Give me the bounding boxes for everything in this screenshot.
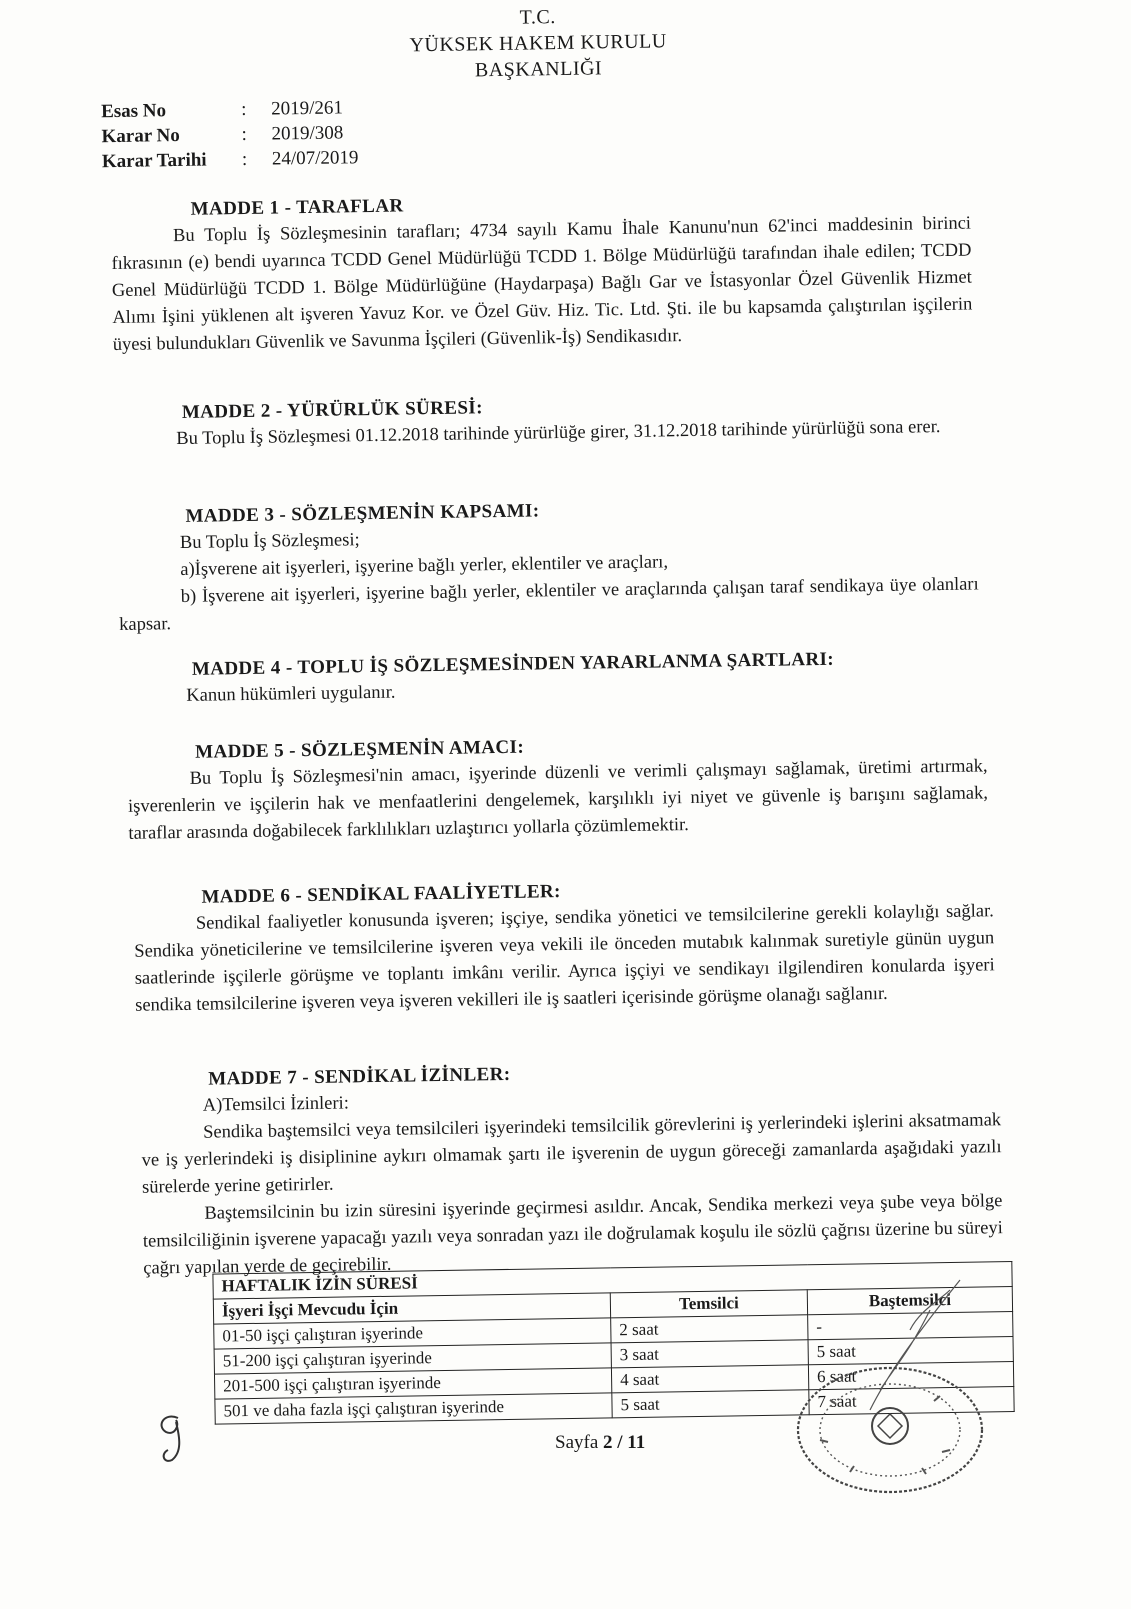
article-3-title: MADDE 3 - SÖZLEŞMENİN KAPSAMI: — [185, 500, 540, 527]
header-workforce: İşyeri İşçi Mevcudu İçin — [213, 1293, 610, 1324]
meta-value: 24/07/2019 — [271, 147, 359, 170]
cell-representative: 2 saat — [611, 1315, 808, 1343]
page-prefix: Sayfa — [555, 1432, 599, 1453]
article-7-paragraph-2: Baştemsilcinin bu izin süresini işyerinde geçirmesi asıldır. Ancak, Sendika merkezi veya şube veya bölge temsilciliğinin işverene yapacağı yazılı veya sonradan yazı ile doğrulamak koşulu ile sözlü çağrısı üzerine bu süreyi çağrı yapılan yerde de geçirebilir. — [142, 1191, 1003, 1279]
case-meta — [101, 95, 359, 174]
meta-colon: : — [240, 98, 247, 121]
article-3-item-a: a)İşverene ait işyerleri, işyerine bağlı yerler, eklentiler ve araçları, — [180, 552, 669, 581]
article-5 — [127, 726, 989, 847]
cell-chief-representative: 7 saat — [809, 1387, 1014, 1415]
institution-header — [368, 2, 709, 85]
article-2 — [114, 387, 975, 455]
article-4-text: Kanun hükümleri uygulanır. — [186, 682, 396, 706]
cell-workforce: 201-500 işçi çalıştıran işyerinde — [214, 1368, 611, 1399]
article-4 — [124, 643, 985, 711]
official-stamp-icon — [790, 1360, 990, 1500]
article-7 — [140, 1053, 1003, 1282]
table-title: HAFTALIK İZİN SÜRESİ — [213, 1262, 1012, 1300]
article-7-title: MADDE 7 - SENDİKAL İZİNLER: — [208, 1063, 511, 1090]
page-number: 2 / 11 — [603, 1432, 646, 1453]
page-footer — [555, 1432, 645, 1454]
header-line-institution: YÜKSEK HAKEM KURULU — [409, 30, 667, 57]
article-5-text: Bu Toplu İş Sözleşmesi'nin amacı, işyerinde düzenli ve verimli çalışmayı sağlamak, üretimi artırmak, işverenlerin ve işçilerin hak ve menfaatlerini dengelemek, karşılıklı iyi niyet ve güvenle iş barışını sağlamak, taraflar arasında doğabilecek farklılıkları uzlaştırıcı yollarla çözümlemektir. — [127, 756, 989, 844]
meta-label: Karar Tarihi — [101, 149, 207, 173]
article-6-text: Sendikal faaliyetler konusunda işveren; işçiye, sendika yönetici ve temsilcilerine gerekli kolaylığı sağlar. Sendika yöneticilerine ve temsilcilerine işveren veya vekili ile önceden mutabık kalınmak suretiyle günün uygun saatlerinde işçilerle görüşme ve toplantı imkânı verilir. Ayrıca işçiyi ve sendikayı ilgilendiren konularda işyeri sendika temsilcilerine işveren veya işveren vekilleri ile iş saatleri içerisinde görüşme olanağı sağlanır. — [134, 901, 995, 1016]
handwritten-initial-icon — [150, 1408, 200, 1468]
cell-workforce: 501 ve daha fazla işçi çalıştıran işyerinde — [215, 1393, 612, 1424]
header-representative: Temsilci — [610, 1290, 807, 1318]
cell-representative: 5 saat — [612, 1390, 809, 1418]
header-chief-representative: Baştemsilci — [807, 1287, 1012, 1315]
header-line-presidency: BAŞKANLIĞI — [474, 57, 603, 82]
meta-label: Karar No — [101, 124, 180, 148]
cell-representative: 3 saat — [611, 1340, 808, 1368]
article-7-paragraph-1: Sendika baştemsilci veya temsilcileri işyerindeki temsilcilik görevlerini iş yerlerindeki işlerini aksatmamak ve iş yerlerindeki iş disiplinine aykırı olmamak şartı ile işverenin de uygun göreceği zamanlarda aşağıdaki yazılı sürelerde yerine getirirler. — [141, 1110, 1002, 1198]
article-3 — [117, 490, 979, 638]
cell-workforce: 51-200 işçi çalıştıran işyerinde — [214, 1343, 611, 1374]
article-6 — [133, 871, 995, 1019]
meta-value: 2019/308 — [271, 122, 344, 145]
article-3-item-b: b) İşverene ait işyerleri, işyerine bağlı yerler, eklentiler ve araçlarında çalışan taraf sendikaya üye olanları kapsar. — [119, 574, 979, 635]
header-line-tc: T.C. — [519, 6, 556, 29]
meta-colon: : — [241, 148, 248, 170]
article-2-title: MADDE 2 - YÜRÜRLÜK SÜRESİ: — [181, 397, 484, 423]
meta-label: Esas No — [100, 100, 167, 123]
article-1 — [110, 184, 972, 359]
meta-value: 2019/261 — [270, 97, 344, 120]
article-2-text: Bu Toplu İş Sözleşmesi 01.12.2018 tarihinde yürürlüğe girer, 31.12.2018 tarihinde yürürlüğü sona erer. — [176, 417, 941, 450]
cell-workforce: 01-50 işçi çalıştıran işyerinde — [214, 1318, 611, 1349]
cell-chief-representative: - — [808, 1312, 1013, 1340]
article-1-text: Bu Toplu İş Sözleşmesinin tarafları; 4734 sayılı Kamu İhale Kanunu'nun 62'inci maddesinin birinci fıkrasının (e) bendi uyarınca TCDD Genel Müdürlüğü TCDD 1. Bölge Müdürlüğü tarafından ihale edilen; TCDD Genel Müdürlüğü TCDD 1. Bölge Müdürlüğüne (Haydarpaşa) Bağlı Gar ve İstasyonlar Özel Güvenlik Hizmet Alımı İşini yüklenen alt işveren Yavuz Kor. ve Özel Güv. Hiz. Tic. Ltd. Şti. ile bu kapsamda çalıştırılan işçilerin üyesi bulundukları Güvenlik ve Savunma İşçileri (Güvenlik-İş) Sendikasıdır. — [111, 213, 973, 356]
meta-colon: : — [241, 123, 247, 145]
cell-chief-representative: 6 saat — [808, 1362, 1013, 1390]
article-5-title: MADDE 5 - SÖZLEŞMENİN AMACI: — [195, 736, 525, 763]
cell-chief-representative: 5 saat — [808, 1337, 1013, 1365]
meta-row — [102, 145, 359, 174]
article-1-title: MADDE 1 - TARAFLAR — [190, 195, 404, 220]
article-3-intro: Bu Toplu İş Sözleşmesi; — [179, 530, 360, 554]
article-7-subtitle: A)Temsilci İzinleri: — [202, 1093, 350, 1116]
cell-representative: 4 saat — [611, 1365, 808, 1393]
article-6-title: MADDE 6 - SENDİKAL FAALİYETLER: — [201, 881, 561, 908]
article-4-title: MADDE 4 - TOPLU İŞ SÖZLEŞMESİNDEN YARARLANMA ŞARTLARI: — [191, 648, 835, 680]
